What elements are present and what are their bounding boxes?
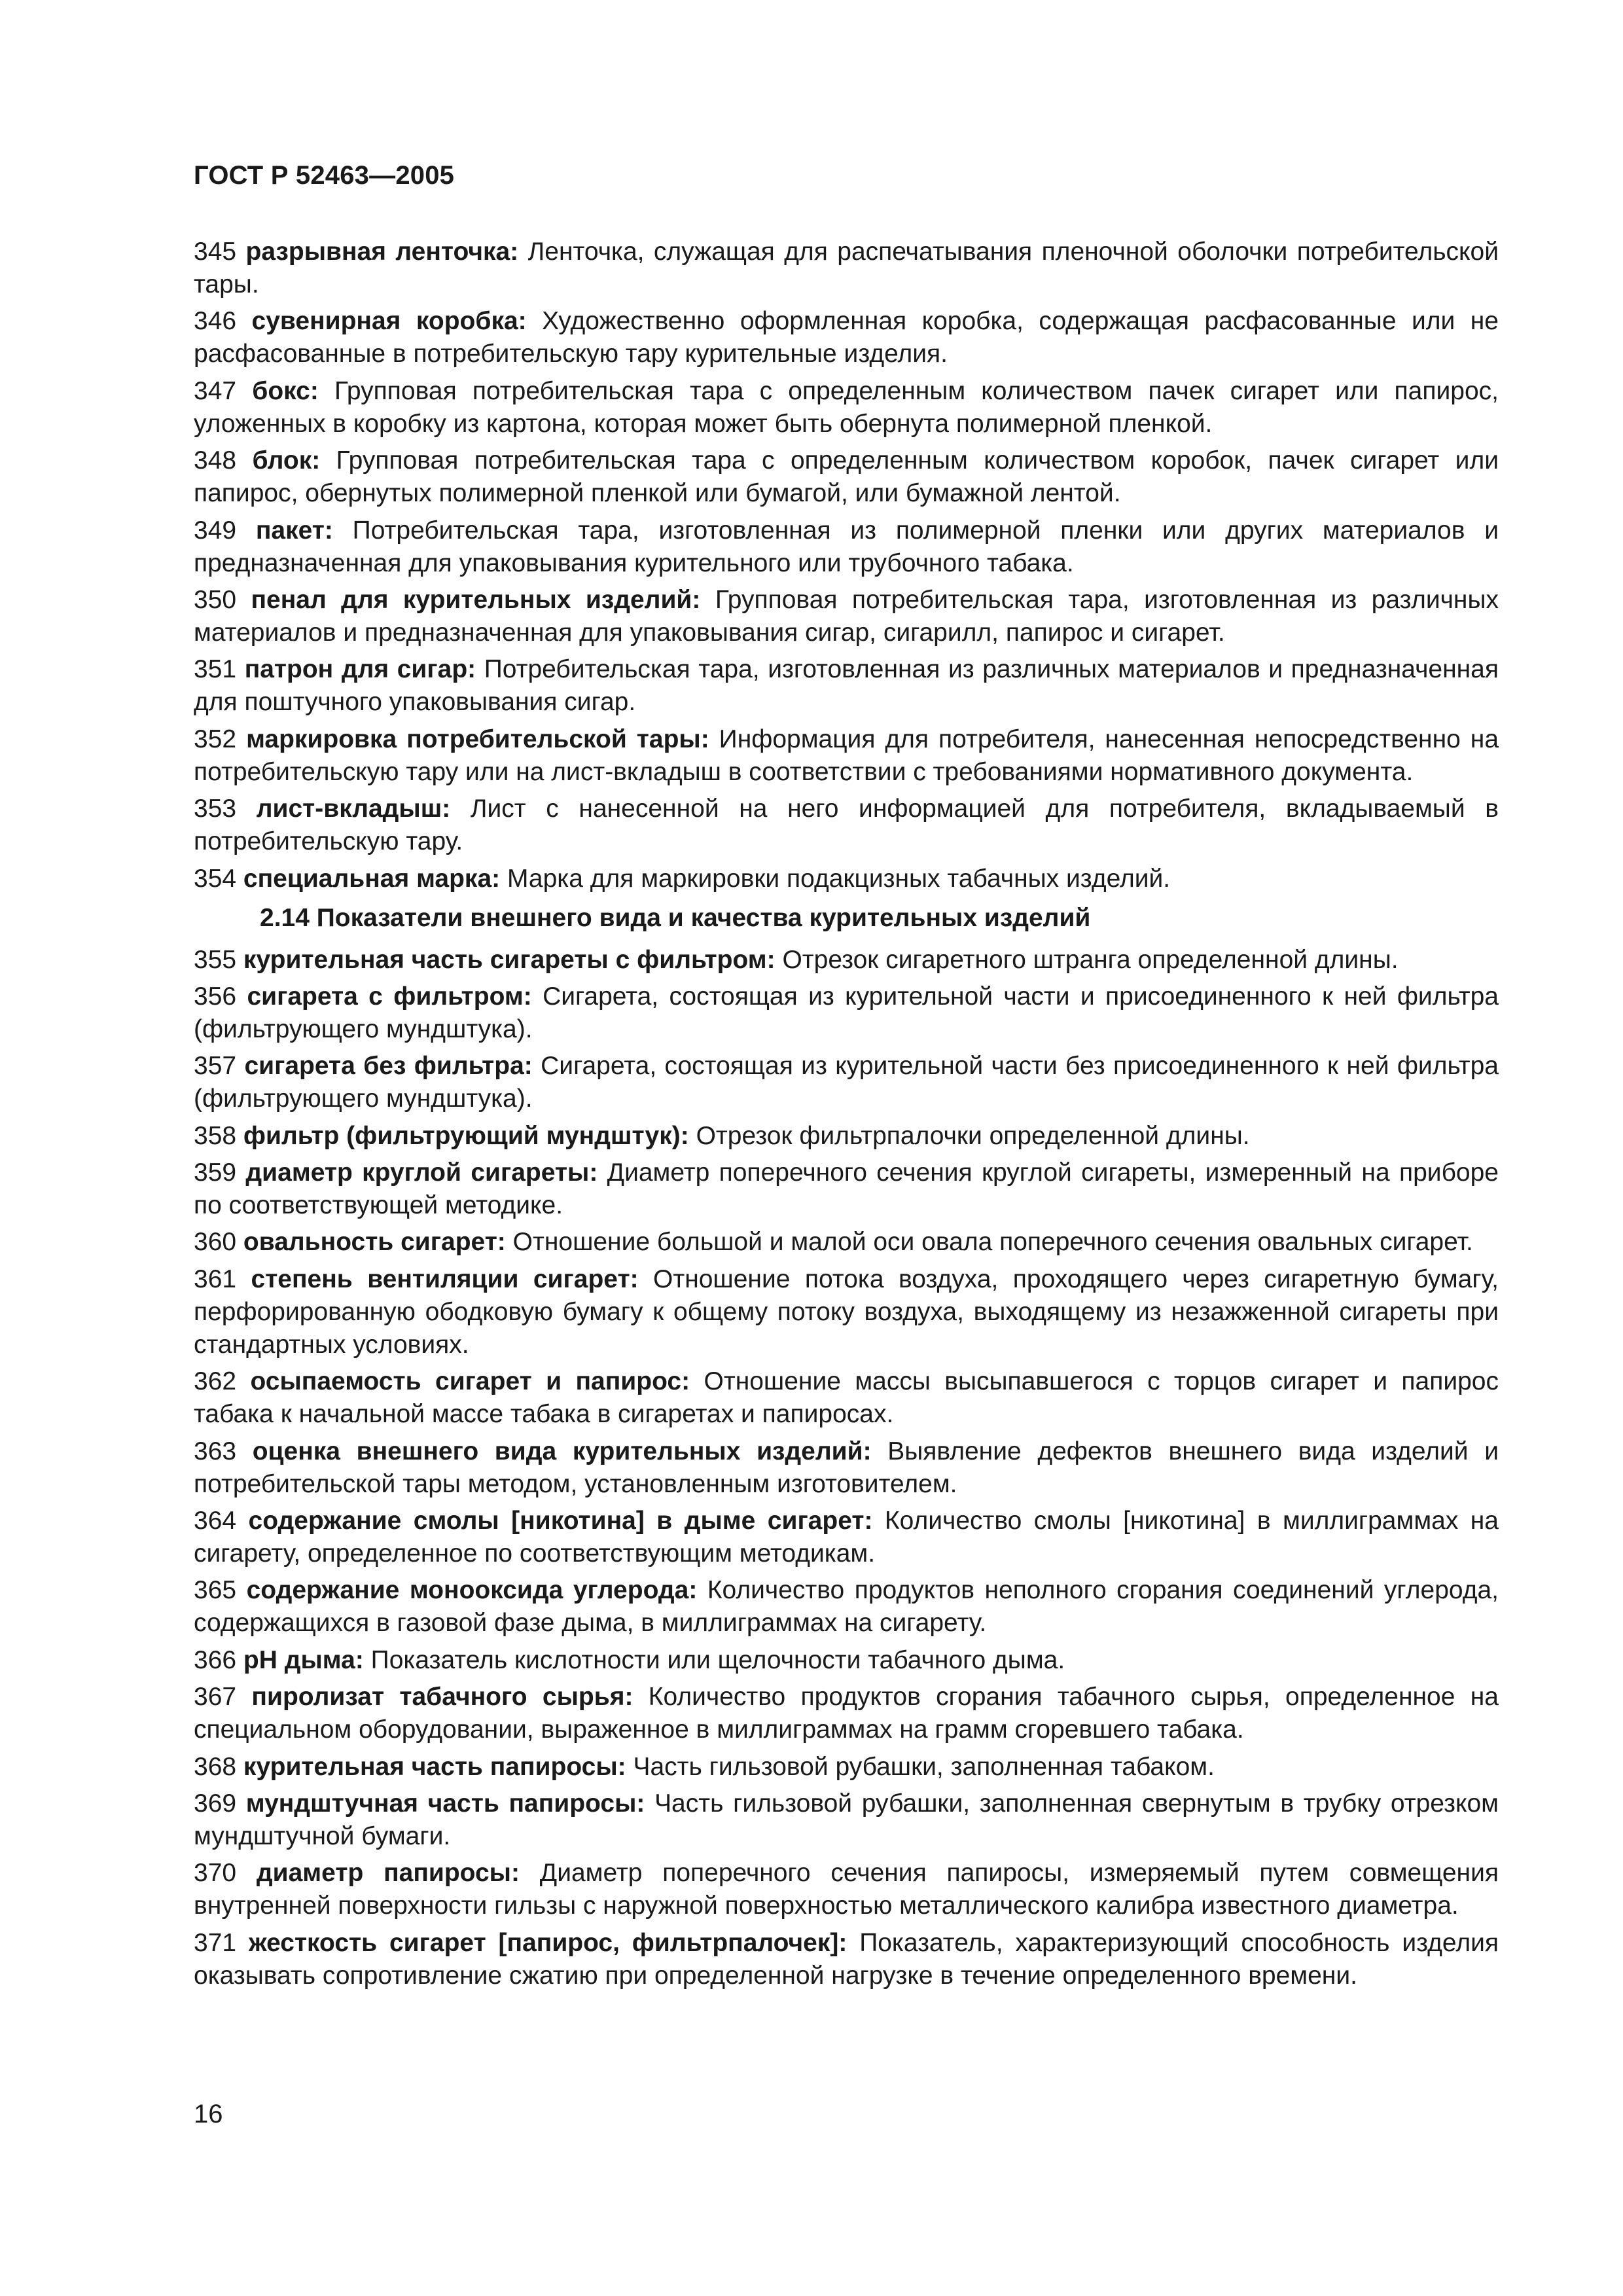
- entry-number: 365: [194, 1576, 237, 1605]
- entry-definition: Информация для потребителя, нанесенная непосредственно на потребительскую тару или на лист-вкладыш в соответствии с требованиями нормативного документа.: [194, 725, 1499, 786]
- entry-term: оценка внешнего вида курительных изделий:: [252, 1437, 872, 1465]
- entry-number: 359: [194, 1158, 237, 1187]
- definition-entry: [194, 980, 1499, 1046]
- entry-number: 371: [194, 1928, 237, 1957]
- definition-entry: [194, 1857, 1499, 1922]
- definition-entry: [194, 793, 1499, 858]
- entry-term: курительная часть папиросы:: [243, 1752, 626, 1781]
- entry-term: содержание смолы [никотина] в дыме сигарет:: [248, 1507, 873, 1535]
- definition-entry: [194, 863, 1499, 895]
- entry-number: 366: [194, 1645, 237, 1674]
- entry-term: степень вентиляции сигарет:: [251, 1265, 639, 1293]
- definition-entry: [194, 1435, 1499, 1501]
- entries-list: [194, 236, 1499, 1996]
- entry-number: 355: [194, 945, 237, 974]
- document-header: ГОСТ Р 52463—2005: [194, 161, 455, 190]
- entry-number: 345: [194, 238, 237, 266]
- entry-term: специальная марка:: [243, 864, 501, 893]
- entry-definition: Групповая потребительская тара с определенным количеством пачек сигарет или папирос, уложенных в коробку из картона, которая может быть обернута полимерной пленкой.: [194, 376, 1499, 438]
- entry-term: рН дыма:: [243, 1645, 364, 1674]
- entry-term: осыпаемость сигарет и папирос:: [250, 1367, 690, 1396]
- entry-term: мундштучная часть папиросы:: [245, 1789, 645, 1818]
- entries-group-quality: [194, 944, 1499, 1992]
- definition-entry: [194, 1226, 1499, 1259]
- entry-definition: Показатель кислотности или щелочности табачного дыма.: [370, 1645, 1065, 1674]
- entry-term: пенал для курительных изделий:: [251, 585, 701, 614]
- entry-number: 363: [194, 1437, 237, 1465]
- entry-term: разрывная ленточка:: [245, 238, 519, 266]
- entry-term: лист-вкладыш:: [256, 795, 451, 823]
- definition-entry: [194, 1574, 1499, 1640]
- definition-entry: [194, 305, 1499, 370]
- entry-number: 362: [194, 1367, 237, 1396]
- entry-definition: Часть гильзовой рубашки, заполненная табаком.: [633, 1752, 1215, 1781]
- definition-entry: [194, 1644, 1499, 1677]
- entry-number: 353: [194, 795, 237, 823]
- definition-entry: [194, 1505, 1499, 1570]
- entry-number: 348: [194, 446, 237, 475]
- entry-term: пиролизат табачного сырья:: [251, 1683, 633, 1712]
- entry-term: патрон для сигар:: [244, 655, 476, 684]
- entry-number: 369: [194, 1789, 237, 1818]
- entry-definition: Количество продуктов сгорания табачного сырья, определенное на специальном оборудовании, выраженное в миллиграммах на грамм сгоревшего табака.: [194, 1683, 1499, 1744]
- entry-term: сувенирная коробка:: [251, 307, 527, 336]
- entry-definition: Диаметр поперечного сечения папиросы, измеряемый путем совмещения внутренней поверхности гильзы с наружной поверхностью металлического калибра известного диаметра.: [194, 1859, 1499, 1920]
- entry-term: диаметр папиросы:: [256, 1859, 520, 1888]
- entry-term: сигарета без фильтра:: [244, 1052, 533, 1081]
- definition-entry: [194, 1263, 1499, 1361]
- entry-number: 349: [194, 516, 237, 545]
- entry-definition: Количество продуктов неполного сгорания соединений углерода, содержащихся в газовой фазе дыма, в миллиграммах на сигарету.: [194, 1576, 1499, 1638]
- definition-entry: [194, 444, 1499, 510]
- entry-term: маркировка потребительской тары:: [246, 725, 709, 753]
- entry-definition: Диаметр поперечного сечения круглой сигареты, измеренный на приборе по соответствующей методике.: [194, 1158, 1499, 1220]
- entry-number: 358: [194, 1121, 237, 1150]
- entry-number: 368: [194, 1752, 237, 1781]
- entry-definition: Отрезок фильтрпалочки определенной длины.: [696, 1121, 1250, 1150]
- entry-definition: Потребительская тара, изготовленная из различных материалов и предназначенная для поштучного упаковывания сигар.: [194, 655, 1499, 717]
- entry-definition: Марка для маркировки подакцизных табачных изделий.: [507, 864, 1171, 893]
- entry-number: 356: [194, 982, 237, 1011]
- definition-entry: [194, 584, 1499, 649]
- entry-definition: Потребительская тара, изготовленная из полимерной пленки или других материалов и предназначенная для упаковывания курительного или трубочного табака.: [194, 516, 1499, 577]
- page-number: 16: [194, 2100, 223, 2128]
- definition-entry: [194, 1365, 1499, 1431]
- definition-entry: [194, 1927, 1499, 1992]
- entry-definition: Сигарета, состоящая из курительной части и присоединенного к ней фильтра (фильтрующего мундштука).: [194, 982, 1499, 1043]
- entries-group-packaging: [194, 236, 1499, 895]
- entry-term: фильтр (фильтрующий мундштук):: [243, 1121, 689, 1150]
- entry-number: 364: [194, 1507, 237, 1535]
- entry-definition: Часть гильзовой рубашки, заполненная свернутым в трубку отрезком мундштучной бумаги.: [194, 1789, 1499, 1850]
- entry-number: 370: [194, 1859, 237, 1888]
- entry-definition: Сигарета, состоящая из курительной части без присоединенного к ней фильтра (фильтрующего мундштука).: [194, 1052, 1499, 1113]
- entry-definition: Отношение потока воздуха, проходящего через сигаретную бумагу, перфорированную ободковую бумагу к общему потоку воздуха, выходящему из незажженной сигареты при стандартных условиях.: [194, 1265, 1499, 1359]
- entry-term: жесткость сигарет [папирос, фильтрпалочек]:: [248, 1928, 847, 1957]
- entry-definition: Отрезок сигаретного штранга определенной длины.: [782, 945, 1399, 974]
- definition-entry: [194, 1751, 1499, 1784]
- entry-term: блок:: [252, 446, 321, 475]
- entry-definition: Художественно оформленная коробка, содержащая расфасованные или не расфасованные в потребительскую тару курительные изделия.: [194, 307, 1499, 368]
- entry-definition: Ленточка, служащая для распечатывания пленочной оболочки потребительской тары.: [194, 238, 1499, 298]
- definition-entry: [194, 375, 1499, 440]
- entry-number: 350: [194, 585, 237, 614]
- definition-entry: [194, 1787, 1499, 1853]
- entry-term: овальность сигарет:: [243, 1228, 506, 1257]
- entry-definition: Групповая потребительская тара, изготовленная из различных материалов и предназначенная для упаковывания сигар, сигарилл, папирос и сигарет.: [194, 585, 1499, 647]
- entry-definition: Выявление дефектов внешнего вида изделий и потребительской тары методом, установленным изготовителем.: [194, 1437, 1499, 1498]
- entry-number: 351: [194, 655, 237, 684]
- definition-entry: [194, 1120, 1499, 1153]
- entry-term: бокс:: [252, 376, 319, 405]
- entry-definition: Отношение большой и малой оси овала поперечного сечения овальных сигарет.: [512, 1228, 1473, 1257]
- entry-number: 347: [194, 376, 237, 405]
- entry-definition: Количество смолы [никотина] в миллиграммах на сигарету, определенное по соответствующим методикам.: [194, 1507, 1499, 1568]
- definition-entry: [194, 1681, 1499, 1746]
- entry-definition: Лист с нанесенной на него информацией для потребителя, вкладываемый в потребительскую тару.: [194, 795, 1499, 856]
- entry-term: пакет:: [255, 516, 333, 545]
- definition-entry: [194, 236, 1499, 301]
- definition-entry: [194, 1157, 1499, 1222]
- entry-number: 354: [194, 864, 237, 893]
- definition-entry: [194, 723, 1499, 789]
- entry-definition: Показатель, характеризующий способность изделия оказывать сопротивление сжатию при определенной нагрузке в течение определенного времени.: [194, 1928, 1499, 1990]
- entry-number: 367: [194, 1683, 237, 1712]
- entry-number: 352: [194, 725, 237, 753]
- entry-term: диаметр круглой сигареты:: [245, 1158, 598, 1187]
- entry-definition: Групповая потребительская тара с определенным количеством коробок, пачек сигарет или папирос, обернутых полимерной пленкой или бумагой, или бумажной лентой.: [194, 446, 1499, 508]
- entry-term: курительная часть сигареты с фильтром:: [243, 945, 776, 974]
- section-title: 2.14 Показатели внешнего вида и качества курительных изделий: [260, 903, 1091, 932]
- entry-definition: Отношение массы высыпавшегося с торцов сигарет и папирос табака к начальной массе табака в сигаретах и папиросах.: [194, 1367, 1499, 1429]
- entry-term: сигарета с фильтром:: [247, 982, 532, 1011]
- entry-number: 357: [194, 1052, 237, 1081]
- definition-entry: [194, 653, 1499, 719]
- definition-entry: [194, 1050, 1499, 1115]
- entry-term: содержание монооксида углерода:: [246, 1576, 698, 1605]
- entry-number: 346: [194, 307, 237, 336]
- definition-entry: [194, 944, 1499, 977]
- entry-number: 361: [194, 1265, 237, 1293]
- definition-entry: [194, 514, 1499, 580]
- entry-number: 360: [194, 1228, 237, 1257]
